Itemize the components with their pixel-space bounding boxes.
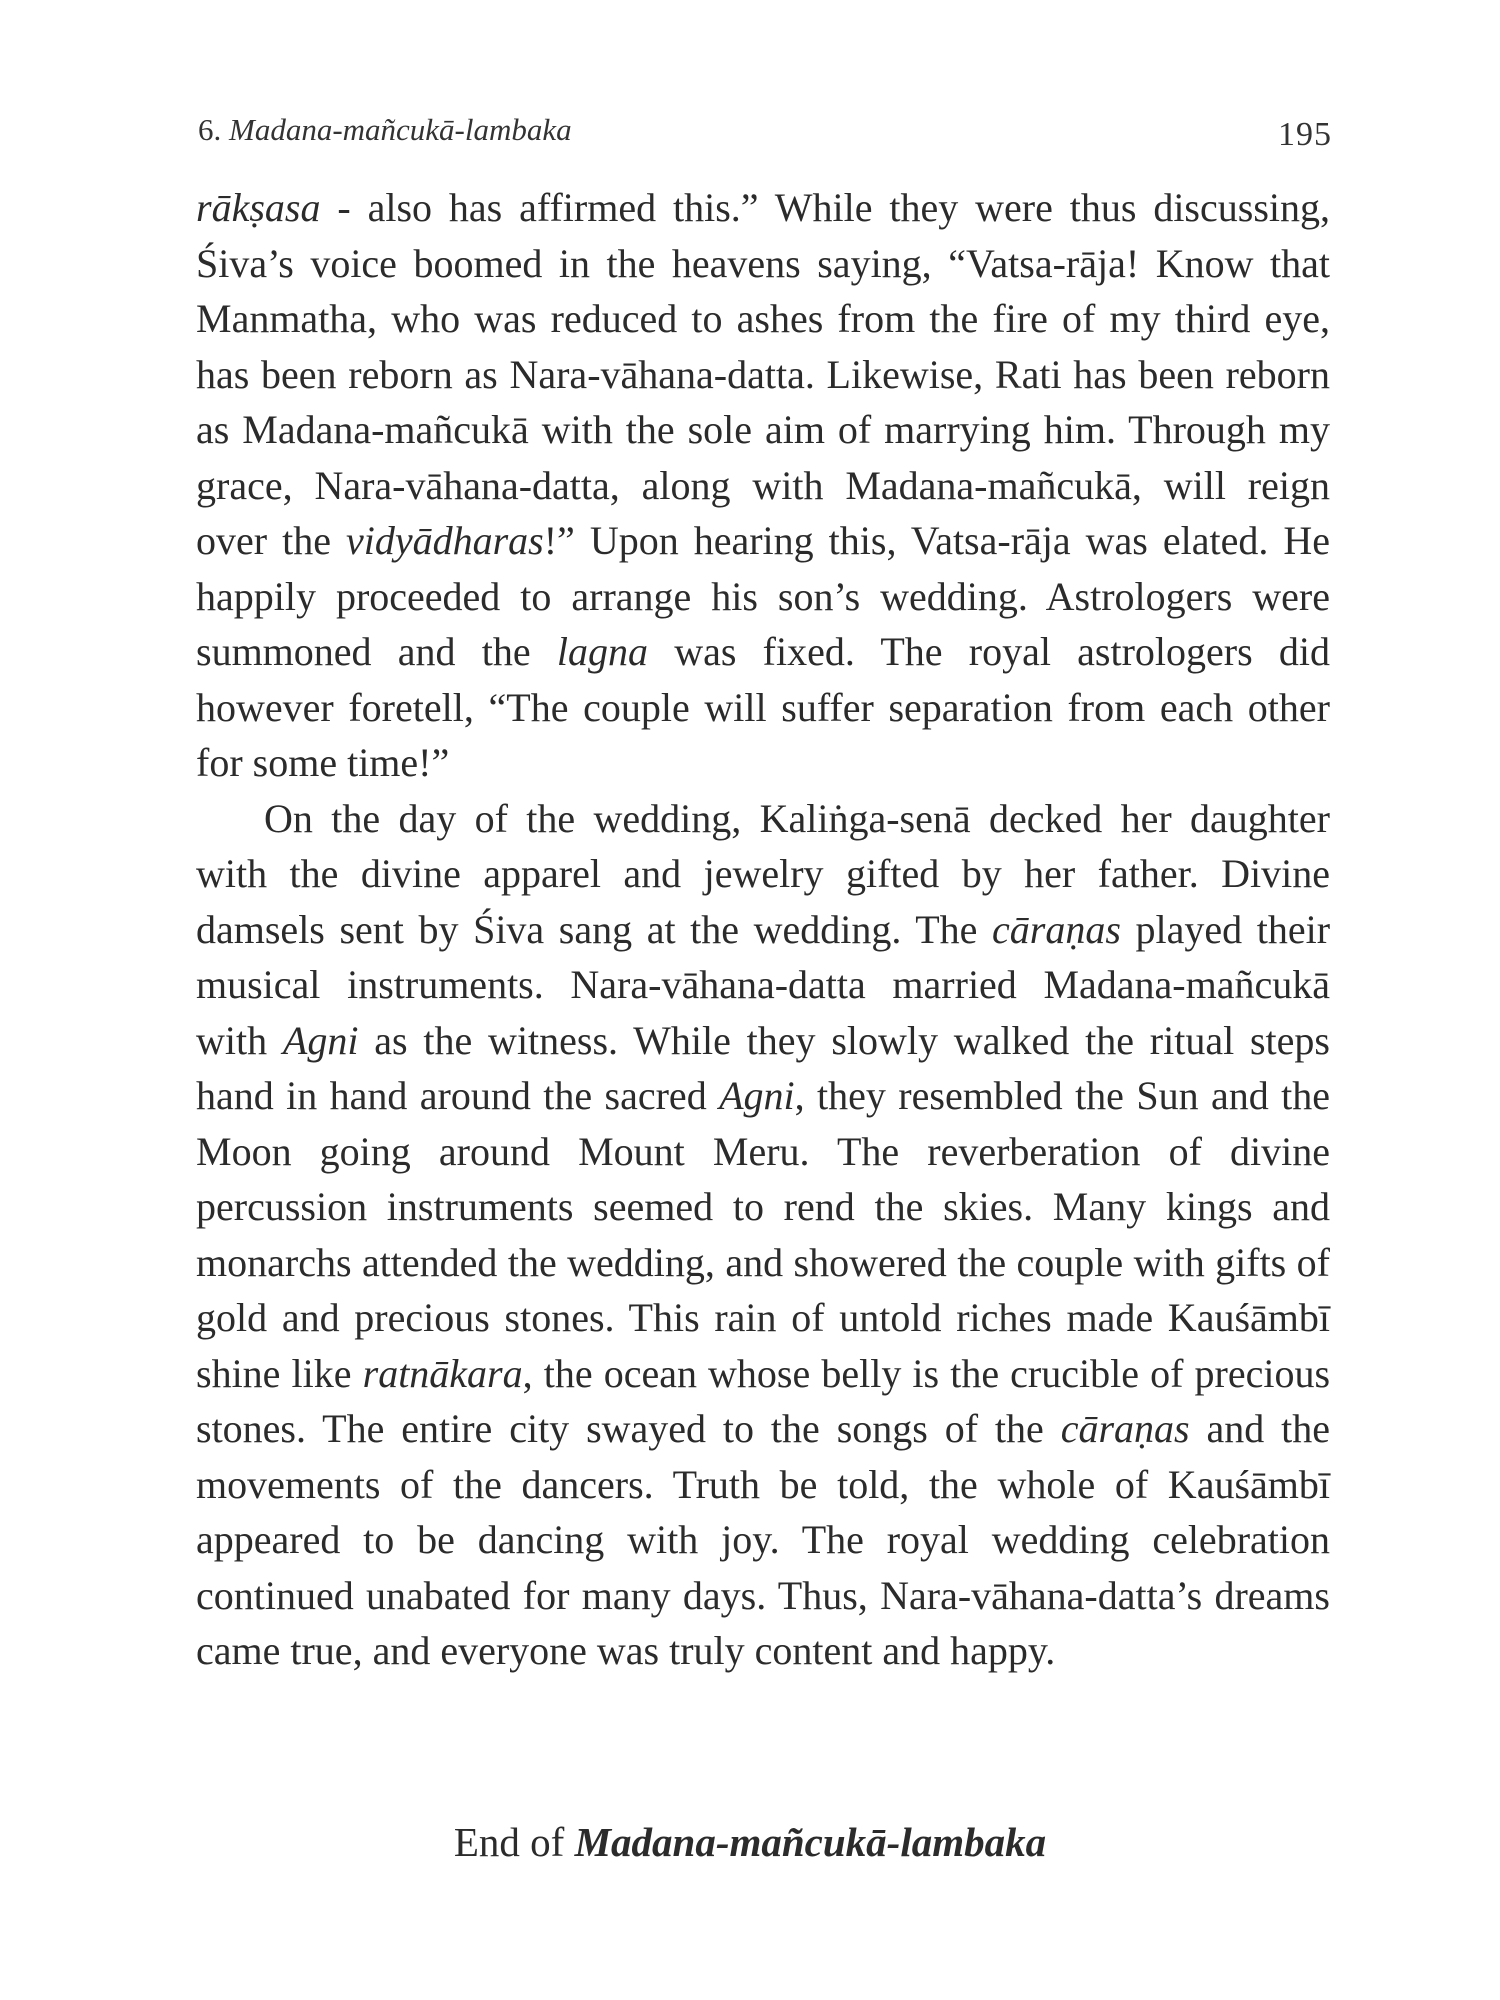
running-head xyxy=(198,112,572,148)
italic-term: lagna xyxy=(556,629,648,674)
end-title: Madana-mañcukā-lambaka xyxy=(574,1819,1047,1865)
italic-term: rākṣasa xyxy=(196,185,321,230)
italic-term: Agni xyxy=(719,1073,795,1118)
italic-term: cāraṇas xyxy=(1060,1406,1190,1451)
chapter-number: 6. xyxy=(198,112,222,147)
end-prefix: End of xyxy=(453,1819,575,1865)
italic-term: ratnākara xyxy=(362,1350,523,1396)
paragraph-2 xyxy=(196,791,1330,1679)
italic-term: vidyādharas xyxy=(345,518,544,563)
chapter-end-line xyxy=(0,1818,1500,1866)
text-run: On the day of the wedding, Kaliṅga-senā decked her daughter with the divine apparel and jewelry gifted by her father. Divine damsels sent by Śiva sang at the wedding. The xyxy=(196,795,1330,952)
paragraph-1 xyxy=(196,180,1330,791)
text-run: , they resembled the Sun and the Moon going around Mount Meru. The reverberation of divine percussion instruments seemed to rend the skies. Many kings and monarchs attended the wedding, and showered the couple with gifts of gold and precious stones. This rain of untold riches made Kauśāmbī shine like xyxy=(196,1073,1330,1396)
text-run: was fixed. The royal astrologers did however foretell, “The couple will suffer separation from each other for some time!” xyxy=(196,629,1331,785)
text-run: !” Upon hearing this, Vatsa-rāja was elated. He happily proceeded to arrange his son’s wedding. Astrologers were summoned and the xyxy=(196,518,1330,674)
italic-term: Agni xyxy=(282,1017,359,1063)
text-run: played their musical instruments. Nara-vāhana-datta married Madana-mañcukā with xyxy=(196,906,1331,1063)
text-run: and the movements of the dancers. Truth be told, the whole of Kauśāmbī appeared to be dancing with joy. The royal wedding celebration continued unabated for many days. Thus, Nara-vāhana-datta’s dreams came true, and everyone was truly content and happy. xyxy=(196,1406,1331,1673)
text-run: , the ocean whose belly is the crucible of precious stones. The entire city swayed to the songs of the xyxy=(196,1350,1331,1451)
italic-term: cāraṇas xyxy=(992,906,1121,952)
chapter-title: Madana-mañcukā-lambaka xyxy=(229,112,572,147)
body-text xyxy=(196,180,1330,1679)
page-number: 195 xyxy=(1278,116,1332,153)
text-run: - also has affirmed this.” While they were thus discussing, Śiva’s voice boomed in the heavens saying, “Vatsa-rāja! Know that Manmatha, who was reduced to ashes from the fire of my third eye, has been reborn as Nara-vāhana-datta. Likewise, Rati has been reborn as Madana-mañcukā with the sole aim of marrying him. Through my grace, Nara-vāhana-datta, along with Madana-mañcukā, will reign over the xyxy=(196,185,1330,563)
text-run: as the witness. While they slowly walked the ritual steps hand in hand around the sacred xyxy=(196,1017,1330,1118)
